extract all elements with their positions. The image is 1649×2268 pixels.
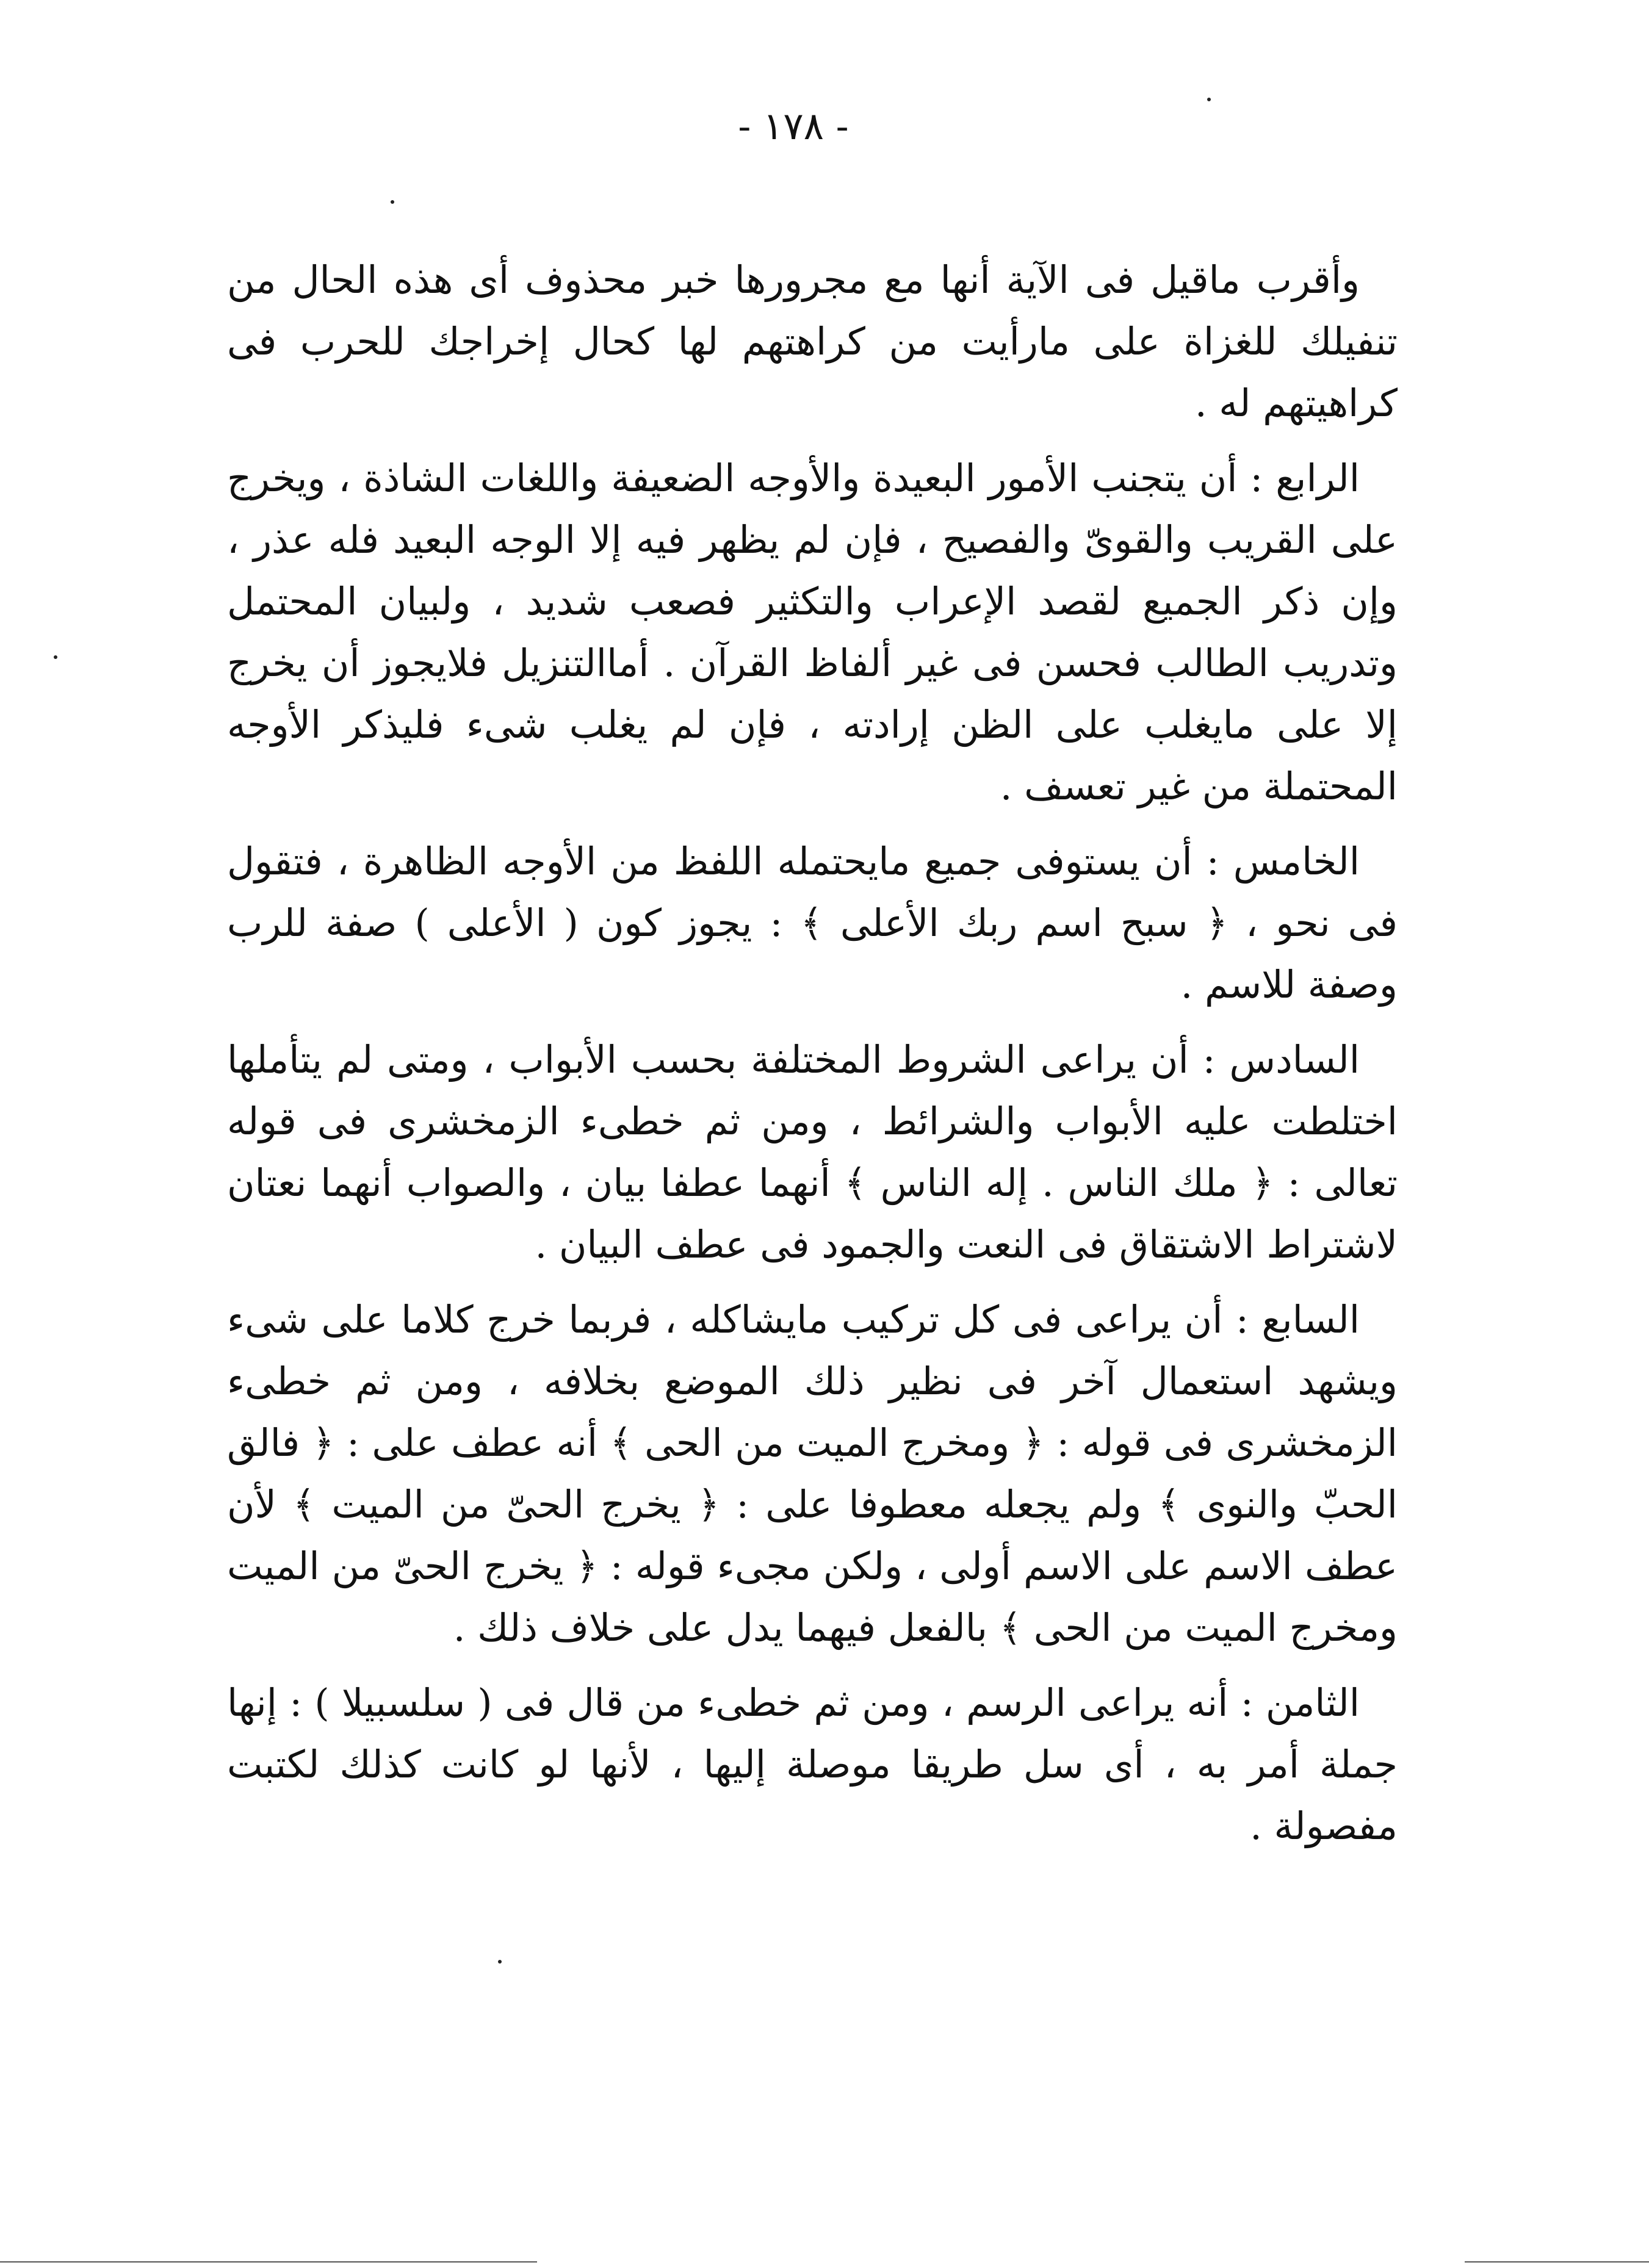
paragraph-sixth: السادس : أن يراعى الشروط المختلفة بحسب الأبواب ، ومتى لم يتأملها اختلطت عليه الأبواب والشرائط ، ومن ثم خطىء الزمخشرى فى قوله تعالى : ﴿ ملك الناس . إله الناس ﴾ أنهما عطفا بيان ، والصواب أنهما نعتان لاشتراط الاشتقاق فى النعت والجمود فى عطف البيان . [227,1037,1398,1267]
bottom-rule-right [1465,2261,1649,2263]
page-number: - ١٧٨ - [738,104,849,148]
body-text [227,249,1398,1870]
paragraph-eighth: الثامن : أنه يراعى الرسم ، ومن ثم خطىء من قال فى ( سلسبيلا ) : إنها جملة أمر به ، أى سل طريقا موصلة إليها ، لأنها لو كانت كذلك لكتبت مفصولة . [227,1680,1398,1848]
scan-speck [54,655,57,659]
paragraph-intro: وأقرب ماقيل فى الآية أنها مع مجرورها خبر محذوف أى هذه الحال من تنفيلك للغزاة على مارأيت من كراهتهم لها كحال إخراجك للحرب فى كراهيتهم له . [227,257,1398,425]
paragraph-fifth: الخامس : أن يستوفى جميع مايحتمله اللفظ من الأوجه الظاهرة ، فتقول فى نحو ، ﴿ سبح اسم ربك الأعلى ﴾ : يجوز كون ( الأعلى ) صفة للرب وصفة للاسم . [227,839,1398,1007]
scan-speck [498,1960,502,1964]
paragraph-seventh: السابع : أن يراعى فى كل تركيب مايشاكله ، فربما خرج كلاما على شىء ويشهد استعمال آخر فى نظير ذلك الموضع بخلافه ، ومن ثم خطىء الزمخشرى فى قوله : ﴿ ومخرج الميت من الحى ﴾ أنه عطف على : ﴿ فالق الحبّ والنوى ﴾ ولم يجعله معطوفا على : ﴿ يخرج الحىّ من الميت ﴾ لأن عطف الاسم على الاسم أولى ، ولكن مجىء قوله : ﴿ يخرج الحىّ من الميت ومخرج الميت من الحى ﴾ بالفعل فيهما يدل على خلاف ذلك . [227,1297,1398,1650]
bottom-rule-left [0,2261,537,2263]
paragraph-fourth: الرابع : أن يتجنب الأمور البعيدة والأوجه الضعيفة واللغات الشاذة ، ويخرج على القريب والقوىّ والفصيح ، فإن لم يظهر فيه إلا الوجه البعيد فله عذر ، وإن ذكر الجميع لقصد الإعراب والتكثير فصعب شديد ، ولبيان المحتمل وتدريب الطالب فحسن فى غير ألفاظ القرآن . أماالتنزيل فلايجوز أن يخرج إلا على مايغلب على الظن إرادته ، فإن لم يغلب شىء فليذكر الأوجه المحتملة من غير تعسف . [227,456,1398,808]
scan-speck [1207,98,1211,101]
scan-speck [391,200,394,204]
